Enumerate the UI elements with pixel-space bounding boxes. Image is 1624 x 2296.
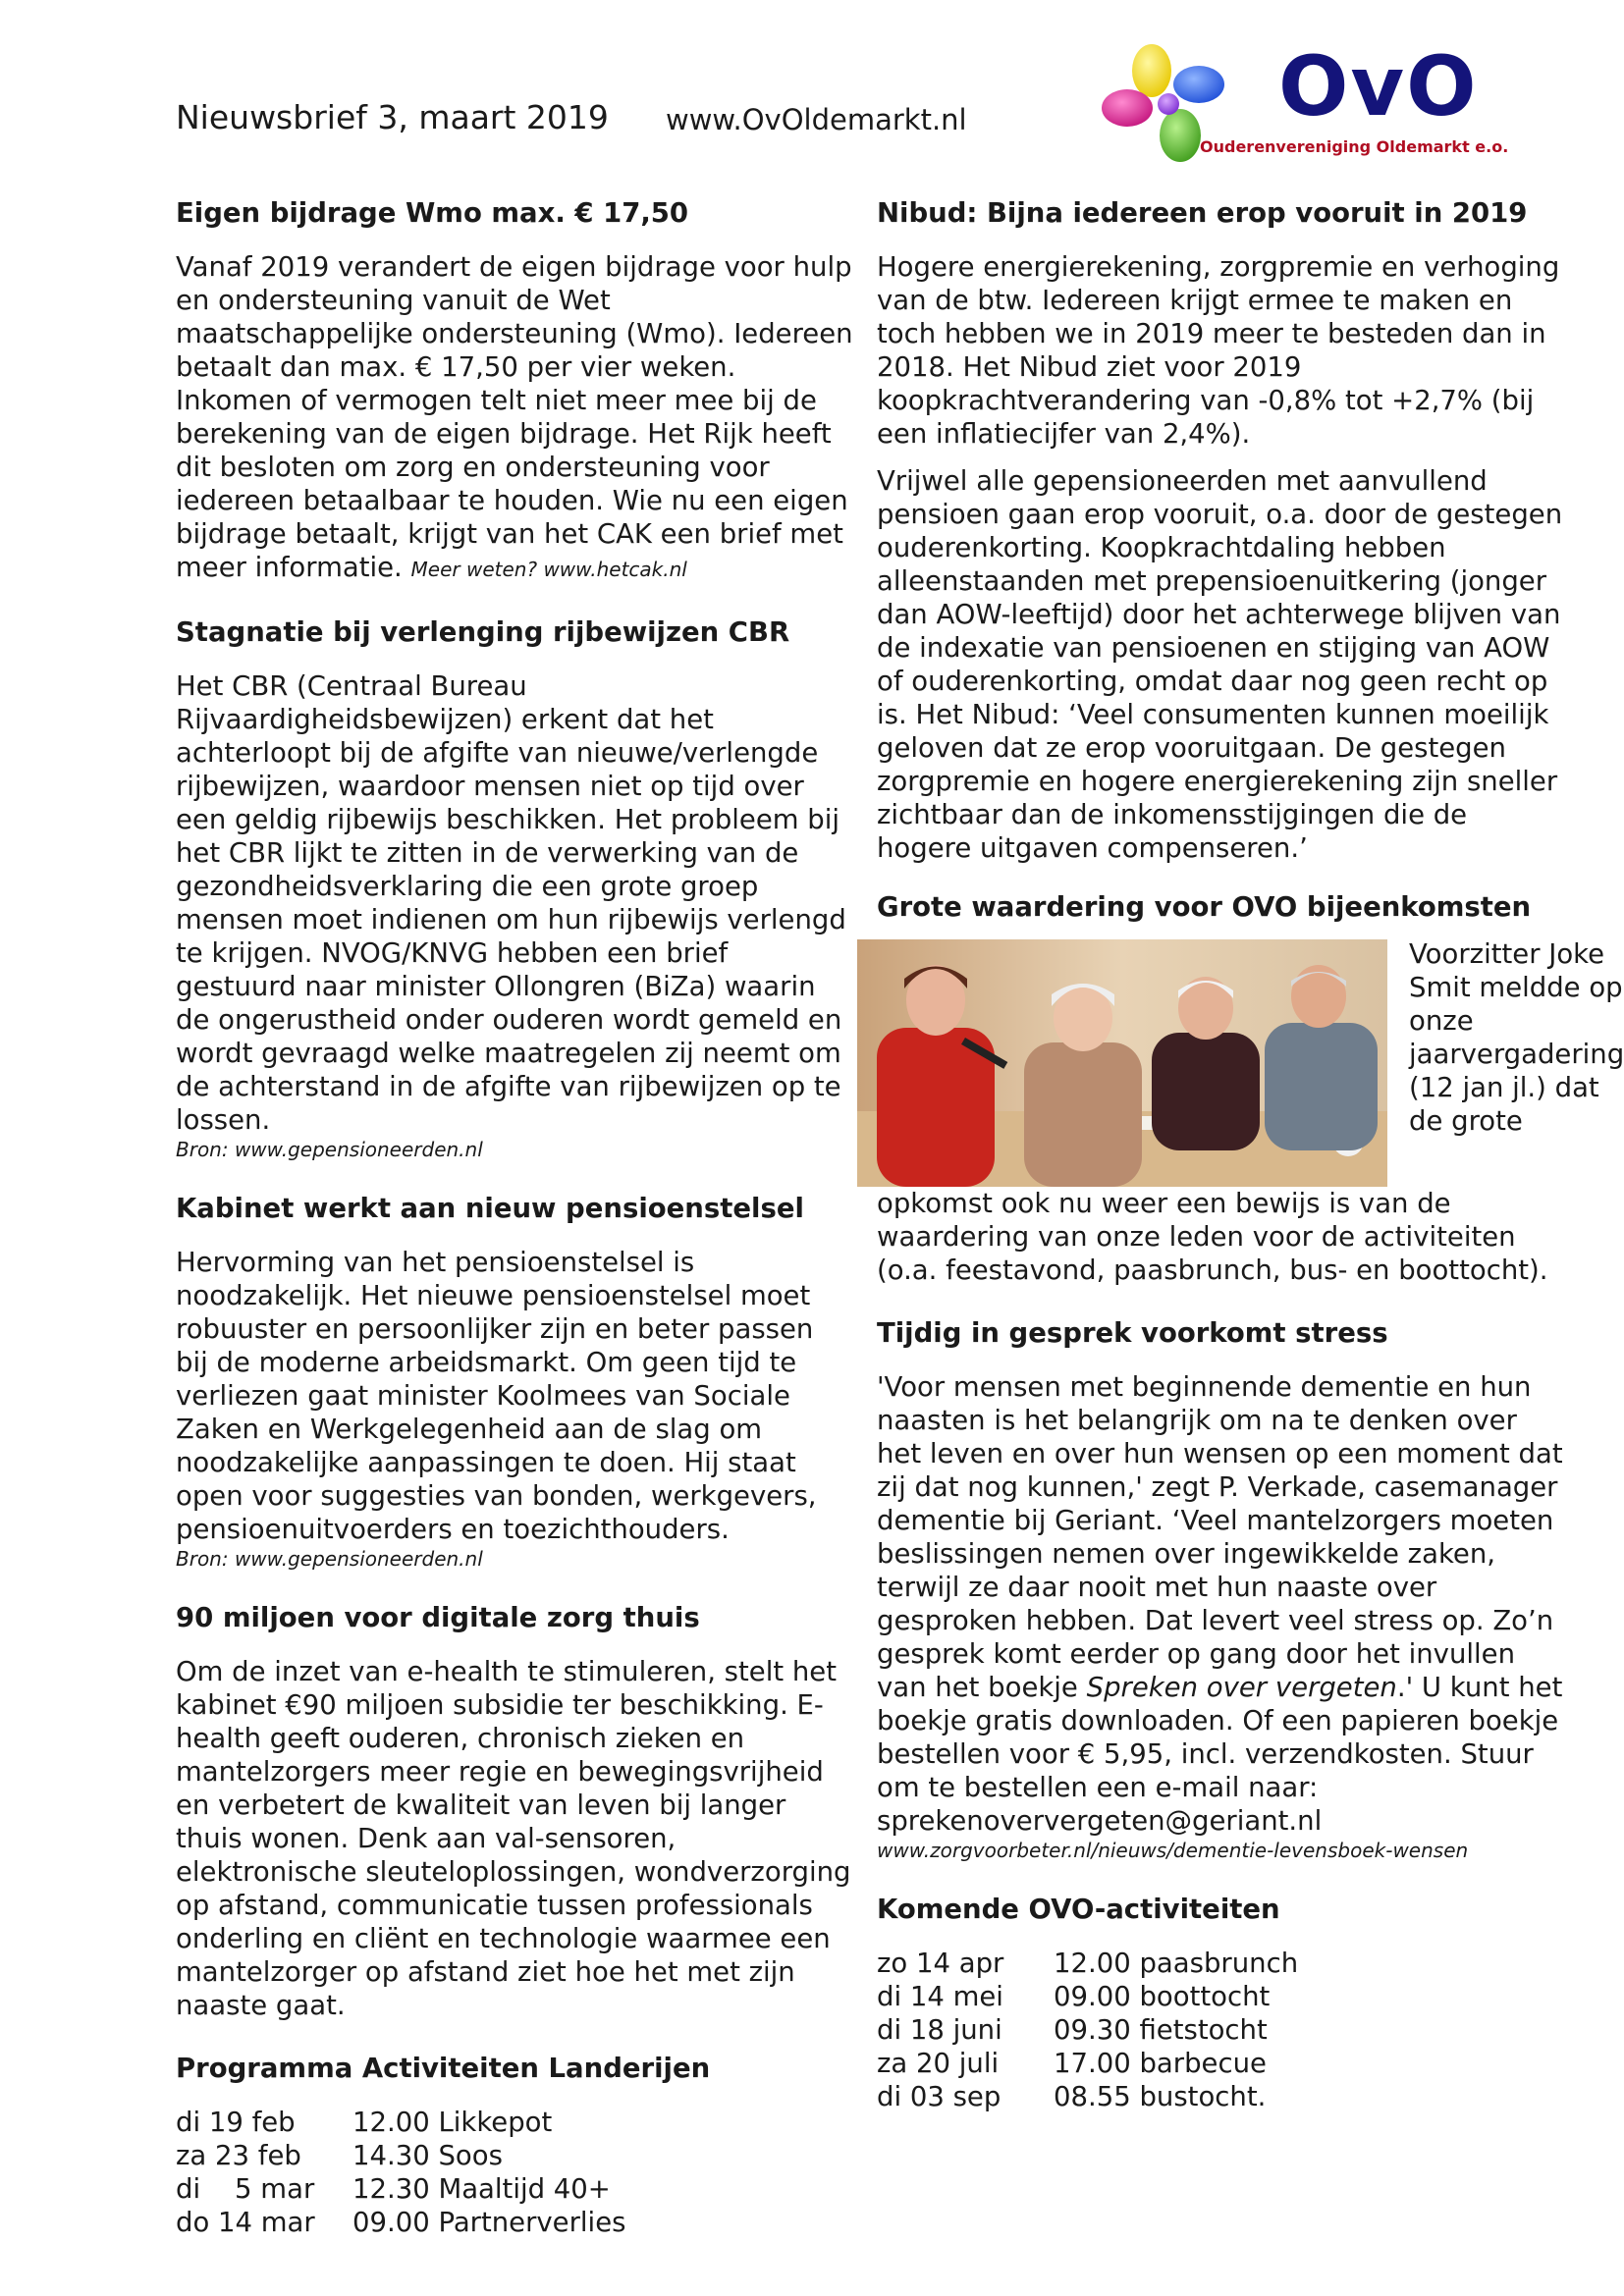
right-column [877,196,1624,2113]
schedule-event: 09.30 fietstocht [1054,2014,1268,2046]
schedule-row [877,2047,1298,2080]
schedule-date: di 19 feb [176,2107,296,2138]
article-body: opkomst ook nu weer een bewijs is van de waardering van onze leden voor de activiteiten (o.a. feestavond, paasbrunch, bus- en boottocht). [877,1188,1548,1286]
schedule-row [176,2172,625,2206]
article-nibud [877,196,1564,865]
photo-caption-text: Voorzitter Joke Smit meldde op onze jaarvergadering (12 jan jl.) dat de grote [1409,938,1624,1137]
article-body: Vanaf 2019 verandert de eigen bijdrage voor hulp en ondersteuning vanuit de Wet maatschappelijke ondersteuning (Wmo). Iedereen betaalt dan max. € 17,50 per vier weken. Inkomen of vermogen telt niet meer mee bij de berekening van de eigen bijdrage. Het Rijk heeft dit besloten om zorg en ondersteuning voor iedereen betaalbaar te houden. Wie nu een eigen bijdrage betaalt, krijgt van het CAK een brief met meer informatie. [176,251,853,583]
article-body: Hervorming van het pensioenstelsel is noodzakelijk. Het nieuwe pensioenstelsel moet robuuster en persoonlijker zijn en beter passen bij de moderne arbeidsmarkt. Om geen tijd te verliezen gaat minister Koolmees van Sociale Zaken en Werkgelegenheid aan de slag om noodzakelijke aanpassingen te doen. Hij staat open voor suggesties van bonden, werkgevers, pensioenuitvoerders en toezichthouders. [176,1247,817,1545]
book-title: Spreken over vergeten [1086,1672,1397,1703]
schedule-row [877,2013,1298,2047]
photo-block [877,937,1624,1187]
schedule-event: 12.00 Likkepot [352,2107,553,2138]
logo-wordmark: OvO [1278,38,1479,134]
newsletter-title: Nieuwsbrief 3, maart 2019 [176,98,609,136]
article-title: Nibud: Bijna iedereen erop vooruit in 2019 [877,197,1528,229]
article-body: 'Voor mensen met beginnende dementie en hun naasten is het belangrijk om na te denken over het leven en over hun wensen op een moment dat zij dat nog kunnen,' zegt P. Verkade, casemanager dementie bij Geriant. ‘Veel mantelzorgers moeten beslissingen nemen over ingewikkelde zaken, terwijl ze daar nooit met hun naaste over gesproken hebben. Dat levert veel stress op. Zo’n gesprek komt eerder op gang door het invullen van het boekje [877,1371,1563,1703]
article-source: Bron: www.gepensioneerden.nl [176,1138,483,1161]
article-title: Eigen bijdrage Wmo max. € 17,50 [176,197,689,229]
article-body: Vrijwel alle gepensioneerden met aanvullend pensioen gaan erop vooruit, o.a. door de gestegen ouderenkorting. Koopkrachtdaling hebben alleenstaanden met prepensioenuitkering (jonger dan AOW-leeftijd) door het achterwege blijven van de indexatie van pensioenen en stijging van AOW of ouderenkorting, omdat daar nog geen recht op is. Het Nibud: ‘Veel consumenten kunnen moeilijk geloven dat ze erop vooruitgaan. De gestegen zorgpremie en hogere energierekening zijn sneller zichtbaar dan de inkomensstijgingen die de hogere uitgaven compenseren.’ [877,465,1563,864]
left-column [176,196,853,2239]
logo-subtitle: Ouderenvereniging Oldemarkt e.o. [1200,137,1509,156]
article-zorg [176,1601,853,2022]
article-source[interactable]: www.zorgvoorbeter.nl/nieuws/dementie-levensboek-wensen [877,1839,1469,1862]
schedule-date: di 03 sep [877,2081,1001,2112]
programma-table [176,2106,625,2239]
article-title: 90 miljoen voor digitale zorg thuis [176,1602,700,1633]
article-body: Hogere energierekening, zorgpremie en verhoging van de btw. Iedereen krijgt ermee te maken en toch hebben we in 2019 meer te besteden dan in 2018. Het Nibud ziet voor 2019 koopkrachtverandering van -0,8% tot +2,7% (bij een inflatiecijfer van 2,4%). [877,251,1560,450]
schedule-date: do 14 mar [176,2207,315,2238]
article-title: Kabinet werkt aan nieuw pensioenstelsel [176,1193,804,1224]
schedule-date: zo 14 apr [877,1948,1004,1979]
komende-table [877,1947,1298,2113]
schedule-date: di 5 mar [176,2173,315,2205]
schedule-date: di 18 juni [877,2014,1002,2046]
schedule-event: 08.55 bustocht. [1054,2081,1267,2112]
komende-section [877,1893,1564,2113]
schedule-date: za 23 feb [176,2140,301,2171]
article-wmo [176,196,853,586]
meeting-photo [857,939,1387,1187]
schedule-row [877,2080,1298,2113]
article-stress [877,1316,1564,1863]
article-waardering [877,890,1624,1287]
schedule-row [176,2139,625,2172]
article-title: Stagnatie bij verlenging rijbewijzen CBR [176,616,790,648]
schedule-date: di 14 mei [877,1981,1003,2012]
article-pensioen [176,1192,853,1572]
website-url[interactable]: www.OvOldemarkt.nl [666,103,967,136]
schedule-event: 14.30 Soos [352,2140,503,2171]
article-body: Het CBR (Centraal Bureau Rijvaardigheidsbewijzen) erkent dat het achterloopt bij de afgifte van nieuwe/verlengde rijbewijzen, waardoor mensen niet op tijd over een geldig rijbewijs beschikken. Het probleem bij het CBR lijkt te zitten in de verwerking van de gezondheidsverklaring die een grote groep mensen moet indienen om hun rijbewijs verlengd te krijgen. NVOG/KNVG hebben een brief gestuurd naar minister Ollongren (BiZa) waarin de ongerustheid onder ouderen wordt gemeld en wordt gevraagd welke maatregelen zij neemt om de achterstand in de afgifte van rijbewijzen op te lossen. [176,670,846,1136]
schedule-event: 12.00 paasbrunch [1054,1948,1299,1979]
page-header [0,0,1624,187]
flower-logo-icon [1098,35,1245,183]
schedule-row [176,2106,625,2139]
article-body: Om de inzet van e-health te stimuleren, stelt het kabinet €90 miljoen subsidie ter beschikking. E-health geeft ouderen, chronisch zieken en mantelzorgers meer regie en bewegingsvrijheid en verbetert de kwaliteit van leven bij langer thuis wonen. Denk aan val-sensoren, elektronische sleuteloplossingen, wondverzorging op afstand, communicatie tussen professionals onderling en cliënt en technologie waarmee een mantelzorger op afstand ziet hoe het met zijn naaste gaat. [176,1656,851,2021]
schedule-row [877,1947,1298,1980]
article-source: Bron: www.gepensioneerden.nl [176,1547,483,1571]
schedule-event: 09.00 boottocht [1054,1981,1271,2012]
schedule-event: 09.00 Partnerverlies [352,2207,626,2238]
article-source: Meer weten? www.hetcak.nl [410,558,687,581]
schedule-event: 17.00 barbecue [1054,2048,1267,2079]
schedule-date: za 20 juli [877,2048,1000,2079]
schedule-event: 12.30 Maaltijd 40+ [352,2173,611,2205]
article-cbr [176,615,853,1162]
schedule-row [877,1980,1298,2013]
programma-section [176,2052,853,2239]
article-title: Grote waardering voor OVO bijeenkomsten [877,891,1532,923]
article-body: .' U kunt het boekje gratis downloaden. Of een papieren boekje bestellen voor € 5,95, incl. verzendkosten. Stuur om te bestellen een e-mail naar: sprekenoververgeten@geriant.nl [877,1672,1563,1837]
komende-title: Komende OVO-activiteiten [877,1894,1280,1925]
programma-title: Programma Activiteiten Landerijen [176,2053,711,2084]
schedule-row [176,2206,625,2239]
article-title: Tijdig in gesprek voorkomt stress [877,1317,1388,1349]
